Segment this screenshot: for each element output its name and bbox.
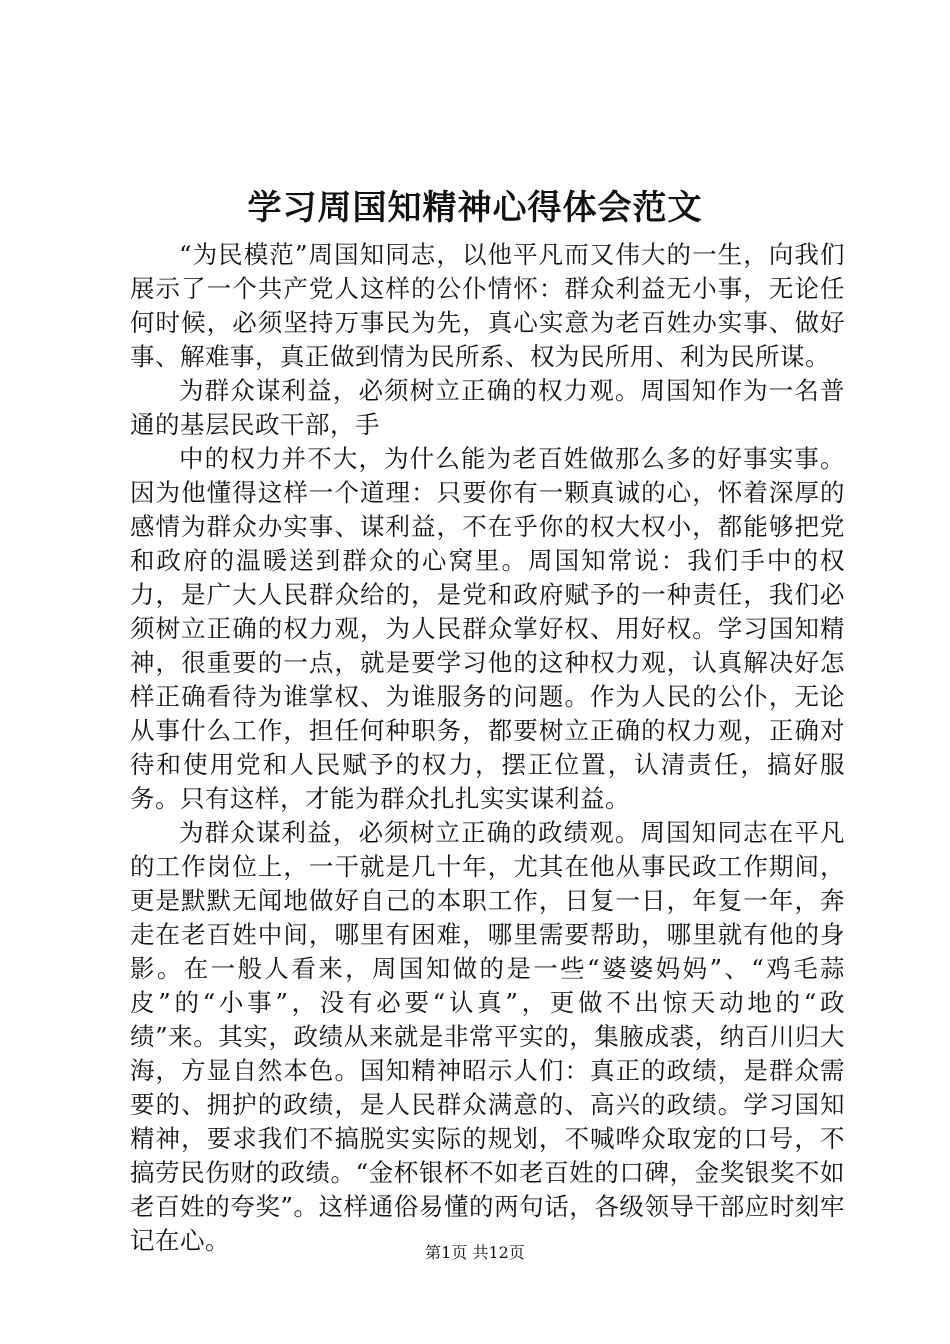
paragraph-3: 中的权力并不大，为什么能为老百姓做那么多的好事实事。因为他懂得这样一个道理：只要你有一颗真诚的心，怀着深厚的感情为群众办实事、谋利益，不在乎你的权大权小，都能够把党和政府的温暖送到群众的心窝里。周国知常说：我们手中的权力，是广大人民群众给的，是党和政府赋予的一种责任，我们必须树立正确的权力观，为人民群众掌好权、用好权。学习国知精神，很重要的一点，就是要学习他的这种权力观，认真解决好怎样正确看待为谁掌权、为谁服务的问题。作为人民的公仆，无论从事什么工作，担任何种职务，都要树立正确的权力观，正确对待和使用党和人民赋予的权力，摆正位置，认清责任，搞好服务。只有这样，才能为群众扎扎实实谋利益。 (130, 444, 845, 813)
paragraph-2: 为群众谋利益，必须树立正确的权力观。周国知作为一名普通的基层民政干部，手 (130, 376, 845, 439)
page-number-footer: 第1页 共12页 (425, 1243, 525, 1262)
paragraph-1: “为民模范”周国知同志，以他平凡而又伟大的一生，向我们展示了一个共产党人这样的公仆情怀：群众利益无小事，无论任何时候，必须坚持万事民为先，真心实意为老百姓办实事、做好事、解难事，真正做到情为民所系、权为民所用、利为民所谋。 (130, 240, 845, 371)
document-body (130, 238, 845, 1258)
document-title: 学习周国知精神心得体会范文 (247, 188, 703, 228)
paragraph-4: 为群众谋利益，必须树立正确的政绩观。周国知同志在平凡的工作岗位上，一干就是几十年，尤其在他从事民政工作期间，更是默默无闻地做好自己的本职工作，日复一日，年复一年，奔走在老百姓中间，哪里有困难，哪里需要帮助，哪里就有他的身影。在一般人看来，周国知做的是一些“婆婆妈妈”、“鸡毛蒜皮”的“小事”，没有必要“认真”，更做不出惊天动地的“政绩”来。其实，政绩从来就是非常平实的，集腋成裘，纳百川归大海，方显自然本色。国知精神昭示人们：真正的政绩，是群众需要的、拥护的政绩，是人民群众满意的、高兴的政绩。学习国知精神，要求我们不搞脱实实际的规划，不喊哗众取宠的口号，不搞劳民伤财的政绩。“金杯银杯不如老百姓的口碑，金奖银奖不如老百姓的夸奖”。这样通俗易懂的两句话，各级领导干部应时刻牢记在心。 (130, 818, 845, 1255)
